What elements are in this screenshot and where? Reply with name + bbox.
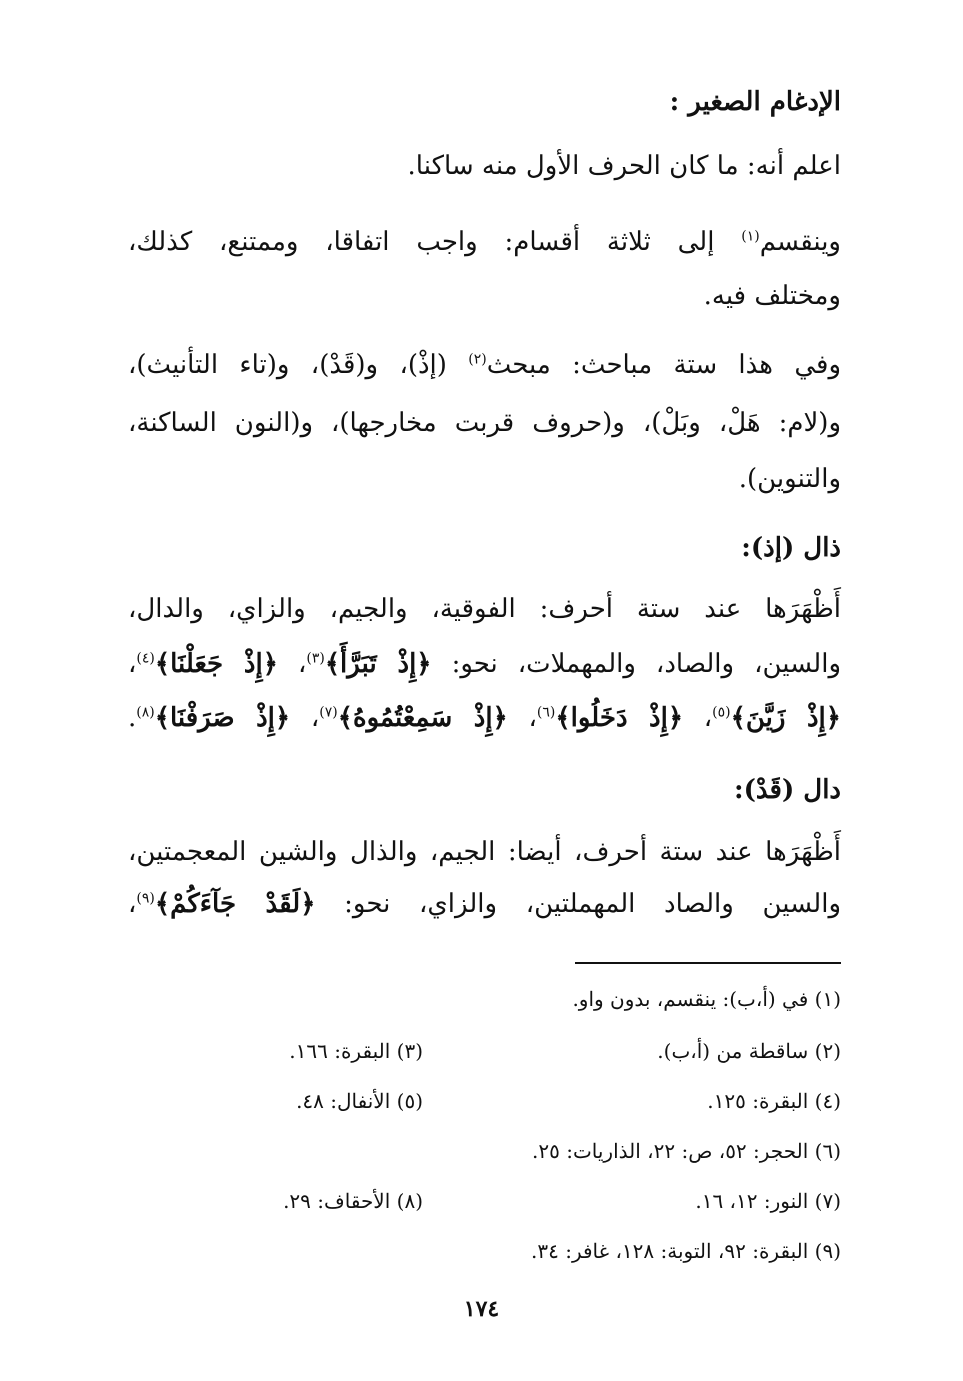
- footnote-ref-2: (٢): [468, 351, 487, 368]
- footnote-ref-8: (٨): [136, 704, 155, 721]
- qad-line-1: أَظْهَرَها عند ستة أحرف، أيضا: الجيم، والذال والشين المعجمتين،: [128, 837, 841, 867]
- quran-quote-6: ﴿إِذْ دَخَلُوا﴾: [555, 703, 684, 733]
- quran-quote-4: ﴿إِذْ جَعَلْنَا﴾: [154, 649, 278, 679]
- footnote-ref-7: (٧): [319, 704, 338, 721]
- division-text-cont: إلى ثلاثة أقسام: واجب اتفاقا، وممتنع، كذلك،: [128, 227, 715, 257]
- footnote-ref-1: (١): [741, 228, 760, 245]
- footnote-7: (٧) النور: ١٢، ١٦.: [695, 1189, 841, 1213]
- footnote-8: (٨) الأحقاف: ٢٩.: [283, 1189, 423, 1213]
- footnote-4: (٤) البقرة: ١٢٥.: [707, 1089, 841, 1113]
- footnote-ref-6: (٦): [536, 704, 556, 721]
- topics-text-cont: (إذْ)، و(قَدْ)، و(تاء التأنيث)،: [128, 350, 447, 380]
- topics-text: وفي هذا ستة مباحث: مبحث: [486, 350, 842, 380]
- quran-quote-9: ﴿لَقَدْ جَآءَكُمْ﴾: [154, 889, 316, 919]
- quran-quote-7: ﴿إِذْ سَمِعْتُمُوهُ﴾: [337, 703, 508, 733]
- footnote-ref-5: (٥): [712, 704, 731, 721]
- footnote-ref-3: (٣): [306, 650, 325, 667]
- footnote-3: (٣) البقرة: ١٦٦.: [289, 1039, 423, 1063]
- dhal-line-3: ﴿إِذْ زَيَّنَ﴾$^{(٥)}$، ﴿إِذْ دَخَلُوا﴾$^{(٦)}$، ﴿إِذْ سَمِعْتُمُوهُ﴾$^{(٧)}$، ﴿إِذْ صَرَفْنَا﴾$^{(٨)}$.: [128, 703, 841, 733]
- division-line-1: [128, 222, 841, 262]
- footnote-ref-9: (٩): [136, 890, 155, 907]
- qad-line-2: والسين والصاد المهملتين، والزاي، نحو: ﴿لَقَدْ جَآءَكُمْ﴾$^{(٩)}$،: [128, 889, 841, 919]
- footnote-5: (٥) الأنفال: ٤٨.: [296, 1089, 423, 1113]
- division-line-2: ومختلف فيه.: [703, 281, 841, 311]
- topics-line-3: والتنوين).: [738, 464, 841, 494]
- footnote-1: (١) في (أ،ب): ينقسم، بدون واو.: [572, 987, 841, 1011]
- intro-paragraph: اعلم أنه: ما كان الحرف الأول منه ساكنا.: [407, 151, 841, 181]
- quran-quote-8: ﴿إِذْ صَرَفْنَا﴾: [154, 703, 291, 733]
- section-heading: الإدغام الصغير :: [669, 87, 841, 117]
- dhal-text: والسين، والصاد، والمهملات، نحو:: [451, 649, 842, 679]
- dhal-line-1: أَظْهَرَها عند ستة أحرف: الفوقية، والجيم، والزاي، والدال،: [128, 594, 841, 624]
- topics-line-1: [128, 345, 841, 385]
- topics-line-2: و(لام: هَلْ، وبَلْ)، و(حروف قربت مخارجها)، و(النون الساكنة،: [128, 408, 841, 438]
- footnote-9: (٩) البقرة: ٩٢، التوبة: ١٢٨، غافر: ٣٤.: [531, 1239, 841, 1263]
- quran-quote-5: ﴿إِذْ زَيَّنَ﴾: [730, 703, 841, 733]
- division-text: وينقسم: [759, 227, 841, 257]
- page-number: ١٧٤: [463, 1296, 500, 1322]
- dhal-heading: ذال (إذ):: [741, 533, 841, 563]
- footnote-2: (٢) ساقطة من (أ،ب).: [657, 1039, 841, 1063]
- footnote-6: (٦) الحجر: ٥٢، ص: ٢٢، الذاريات: ٢٥.: [532, 1139, 841, 1163]
- dhal-line-2: والسين، والصاد، والمهملات، نحو: ﴿إِذْ تَبَرَّأَ﴾$^{(٣)}$، ﴿إِذْ جَعَلْنَا﴾$^{(٤)}$،: [128, 649, 842, 679]
- qad-text: والسين والصاد المهملتين، والزاي، نحو:: [344, 889, 841, 919]
- footnote-ref-4: (٤): [136, 650, 155, 667]
- qad-heading: دال (قَدْ):: [733, 775, 841, 805]
- footnote-separator: [575, 962, 841, 964]
- quran-quote-3: ﴿إِذْ تَبَرَّأَ﴾: [324, 649, 432, 679]
